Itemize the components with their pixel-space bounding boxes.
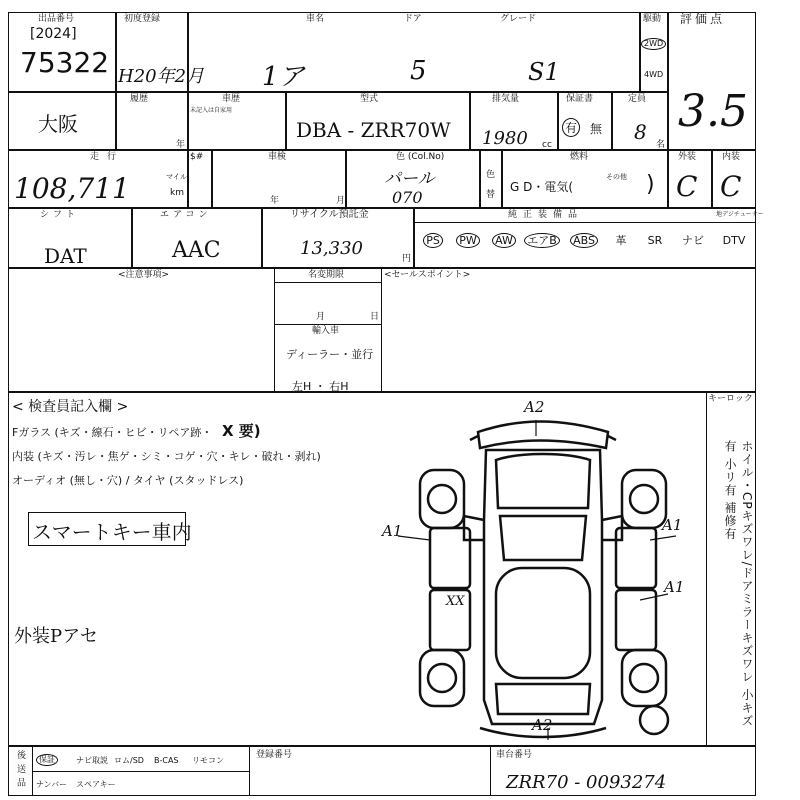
drive-label: 駆動 bbox=[643, 14, 662, 24]
capacity-value: 8 bbox=[634, 120, 647, 144]
recycle-value: 13,330 bbox=[300, 238, 363, 259]
equip-aw: AW bbox=[488, 234, 520, 248]
recycle-label: リサイクル預託金 bbox=[290, 209, 369, 220]
disp-label: 排気量 bbox=[492, 94, 520, 104]
inspector-title: < 検査員記入欄 > bbox=[12, 399, 129, 415]
equip-leather: 革 bbox=[615, 234, 627, 247]
glass-mark: X 要) bbox=[222, 422, 261, 440]
score-value: 3.5 bbox=[678, 86, 748, 137]
footer-category: 後 送 品 bbox=[15, 750, 25, 788]
smart-key-note: スマートキー車内 bbox=[32, 520, 192, 544]
equip-note: 地デジチューナー bbox=[716, 211, 764, 218]
inspection-month: 月 bbox=[336, 196, 346, 206]
mark-left-door: XX bbox=[446, 594, 465, 609]
mark-rear: A2 bbox=[532, 716, 553, 734]
model-value: 1ア bbox=[262, 62, 305, 92]
shift-value: DAT bbox=[44, 244, 87, 268]
equip-dtv: DTV bbox=[722, 234, 746, 247]
disp-value: 1980 bbox=[482, 128, 528, 149]
equip-pw: PW bbox=[452, 234, 484, 248]
region: 大阪 bbox=[38, 112, 78, 136]
footer-item-rom: ロム/SD bbox=[114, 756, 144, 765]
grade-value: S1 bbox=[528, 58, 560, 86]
footer-item-navi: ナビ取説 bbox=[76, 756, 108, 765]
fuel-other: その他 bbox=[606, 173, 627, 181]
mark-right-front: A1 bbox=[662, 516, 683, 534]
sales-label: <セールスポイント> bbox=[384, 270, 471, 280]
equip-navi: ナビ bbox=[682, 234, 704, 247]
import-type: ディーラー・並行 bbox=[286, 348, 374, 361]
footer-item-bcas: B-CAS bbox=[154, 756, 179, 765]
transfer-label: 名変期限 bbox=[308, 270, 345, 280]
equip-sr: SR bbox=[647, 234, 663, 247]
doors-value: 5 bbox=[410, 56, 427, 86]
disp-unit: cc bbox=[542, 140, 552, 150]
color-change-2: 替 bbox=[486, 190, 496, 200]
mileage-label: 走行 bbox=[90, 152, 125, 162]
transfer-month: 月 bbox=[316, 312, 326, 322]
inspection-year: 年 bbox=[270, 196, 280, 206]
equip-airbag: エアB bbox=[522, 234, 562, 248]
first-reg-label: 初度登録 bbox=[124, 14, 161, 24]
color-label: 色 (Col.No) bbox=[396, 152, 445, 162]
grade-label: グレード bbox=[500, 14, 537, 24]
steering: 左H ・ 右H bbox=[292, 380, 349, 393]
mark-right-rear: A1 bbox=[664, 578, 685, 596]
capacity-label: 定員 bbox=[628, 94, 647, 104]
doors-label: ドア bbox=[404, 14, 422, 24]
fuel-label: 燃料 bbox=[570, 152, 589, 162]
model-label: 車名 bbox=[306, 14, 325, 24]
mark-left: A1 bbox=[382, 522, 403, 540]
mileage-value: 108,711 bbox=[14, 172, 130, 205]
chassis-value: ZRR70 - 0093274 bbox=[506, 772, 667, 793]
drive-2wd: 2WD bbox=[641, 38, 666, 50]
warranty-no: 無 bbox=[590, 122, 603, 136]
first-reg-value: H20年2月 bbox=[118, 66, 205, 87]
meter-label: $# bbox=[190, 152, 204, 162]
interior-value: C bbox=[720, 170, 742, 203]
type-value: DBA - ZRR70W bbox=[296, 118, 451, 142]
drive-4wd: 4WD bbox=[644, 70, 664, 79]
transfer-day: 日 bbox=[370, 312, 380, 322]
exterior-value: C bbox=[676, 170, 698, 203]
recycle-unit: 円 bbox=[402, 254, 412, 264]
interior-label: 内装 bbox=[722, 152, 741, 162]
capacity-unit: 名 bbox=[656, 140, 666, 150]
outer-note: 外装Pアセ bbox=[14, 626, 98, 647]
cert-label: 車歴 bbox=[222, 94, 241, 104]
footer-item-remote: リモコン bbox=[192, 756, 224, 765]
interior-line: 内装 (キズ・汚レ・焦ゲ・シミ・コゲ・穴・キレ・破れ・剥れ) bbox=[12, 450, 321, 463]
warranty-yes: 有 bbox=[562, 118, 580, 137]
chassis-label: 車台番号 bbox=[496, 750, 533, 760]
exterior-label: 外装 bbox=[678, 152, 697, 162]
ac-value: AAC bbox=[172, 238, 221, 263]
inspection-label: 車検 bbox=[268, 152, 287, 162]
fuel-options: G D・電気( bbox=[510, 180, 574, 194]
footer-item-plate: ナンバー bbox=[36, 780, 68, 789]
equip-abs: ABS bbox=[564, 234, 604, 248]
year-box: [2024] bbox=[30, 26, 77, 42]
mark-front: A2 bbox=[524, 398, 545, 416]
caution-label: <注意事項> bbox=[118, 270, 170, 280]
reg-no-label: 登録番号 bbox=[256, 750, 293, 760]
cert-year: 年 bbox=[176, 140, 186, 150]
score-label: 評価点 bbox=[680, 12, 726, 26]
cert-note: 未記入は自家用 bbox=[190, 107, 233, 114]
fuel-close: ) bbox=[646, 172, 655, 197]
color-value: パール bbox=[384, 169, 435, 189]
type-label: 型式 bbox=[360, 94, 379, 104]
color-change-1: 色 bbox=[486, 170, 496, 180]
side-note: ホイル・CPキズワレ/ドアミラーキズワレ 小キズ有 小リ有 補修有 bbox=[723, 440, 754, 728]
equip-ps: PS bbox=[418, 234, 448, 248]
equip-label: 純正装備品 bbox=[508, 210, 584, 220]
import-label: 輸入車 bbox=[312, 326, 340, 336]
footer-items-divider bbox=[32, 771, 250, 772]
glass-line: Fガラス (キズ・線石・ヒビ・リペア跡・ bbox=[12, 426, 213, 439]
ac-label: エアコン bbox=[160, 210, 212, 220]
color-code: 070 bbox=[392, 188, 423, 207]
mileage-unit-mile: マイル bbox=[166, 173, 187, 181]
mileage-unit-km: km bbox=[170, 188, 184, 198]
shift-label: シフト bbox=[40, 210, 80, 220]
warranty-label: 保証書 bbox=[566, 94, 594, 104]
regno-label: 出品番号 bbox=[38, 14, 75, 24]
lot-number: 75322 bbox=[20, 46, 110, 79]
footer-item-warranty: 保証 bbox=[36, 754, 58, 766]
footer-item-spare-key: スペアキー bbox=[76, 780, 116, 789]
audio-line: オーディオ (無し・穴) / タイヤ (スタッドレス) bbox=[12, 474, 244, 487]
history-label: 履歴 bbox=[130, 94, 149, 104]
keylock-label: キーロック bbox=[708, 394, 753, 404]
